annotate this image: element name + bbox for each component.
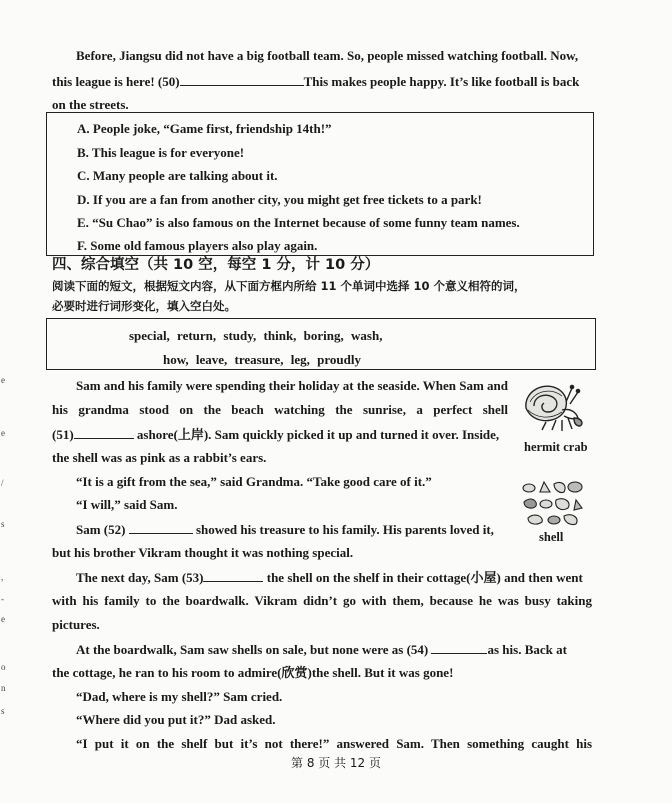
option-d: D. If you are a fan from another city, you might get free tickets to a park! <box>77 192 482 207</box>
option-e: E. “Su Chao” is also famous on the Internet because of some funny team names. <box>77 215 520 230</box>
word-bank-box <box>46 318 596 370</box>
edge-mark: e <box>1 428 5 438</box>
answer-blank-53[interactable] <box>203 569 263 582</box>
edge-mark: / <box>1 478 4 488</box>
answer-blank-50[interactable] <box>180 73 304 86</box>
edge-mark: - <box>1 594 4 604</box>
section-heading: 四、综合填空（共 10 空，每空 1 分，计 10 分） <box>52 257 380 273</box>
story-line: “I put it on the shelf but it’s not there!” answered Sam. Then something caught his <box>76 736 592 751</box>
edge-mark: n <box>1 683 6 693</box>
edge-mark: s <box>1 519 5 529</box>
story-line: pictures. <box>52 617 100 632</box>
passage-line-blank-50: this league is here! (50) This makes people happy. It’s like football is back <box>52 74 580 89</box>
hermit-crab-label: hermit crab <box>524 440 588 454</box>
answer-blank-54[interactable] <box>431 641 487 654</box>
story-line-blank-51: (51) ashore(上岸). Sam quickly picked it up and turned it over. Inside, <box>52 427 500 442</box>
story-line: the cottage, he ran to his room to admire(欣赏)the shell. But it was gone! <box>52 665 454 680</box>
option-a: A. People joke, “Game first, friendship 14th!” <box>77 121 332 136</box>
story-line: the shell was as pink as a rabbit’s ears. <box>52 450 267 465</box>
shells-icon <box>520 478 586 528</box>
story-line: “Where did you put it?” Dad asked. <box>76 712 276 727</box>
option-f: F. Some old famous players also play again. <box>77 238 318 253</box>
instruction-line: 必要时进行词形变化，填入空白处。 <box>52 299 236 313</box>
edge-mark: o <box>1 662 6 672</box>
hermit-crab-icon <box>516 378 588 436</box>
story-line: “I will,” said Sam. <box>76 497 178 512</box>
page-number: 第 8 页 共 12 页 <box>291 756 381 770</box>
option-c: C. Many people are talking about it. <box>77 168 278 183</box>
story-line: Sam and his family were spending their holiday at the seaside. When Sam and <box>76 378 508 393</box>
options-box <box>46 112 594 256</box>
answer-blank-51[interactable] <box>74 426 134 439</box>
edge-mark: , <box>1 572 4 582</box>
answer-blank-52[interactable] <box>129 521 193 534</box>
story-line: “It is a gift from the sea,” said Grandma. “Take good care of it.” <box>76 474 432 489</box>
story-line-blank-52: Sam (52) showed his treasure to his family. His parents loved it, <box>76 522 494 537</box>
word-bank-row: special, return, study, think, boring, wash, <box>129 328 383 343</box>
story-line: his grandma stood on the beach watching the sunrise, a perfect shell <box>52 402 508 417</box>
passage-line: Before, Jiangsu did not have a big football team. So, people missed watching football. Now, <box>76 48 579 63</box>
shell-label: shell <box>539 530 564 544</box>
word-bank-row: how, leave, treasure, leg, proudly <box>163 352 361 367</box>
edge-mark: e <box>1 375 5 385</box>
edge-mark: e <box>1 614 5 624</box>
story-line-blank-54: At the boardwalk, Sam saw shells on sale, but none were as (54) as his. Back at <box>76 642 567 657</box>
option-b: B. This league is for everyone! <box>77 145 245 160</box>
passage-line: on the streets. <box>52 97 129 112</box>
story-line: but his brother Vikram thought it was nothing special. <box>52 545 354 560</box>
instruction-line: 阅读下面的短文，根据短文内容，从下面方框内所给 11 个单词中选择 10 个意义相符的词， <box>52 279 526 293</box>
story-line-blank-53: The next day, Sam (53) the shell on the shelf in their cottage(小屋) and then went <box>76 570 583 585</box>
edge-mark: s <box>1 706 5 716</box>
story-line: with his family to the boardwalk. Vikram didn’t go with them, because he was busy taking <box>52 593 592 608</box>
story-line: “Dad, where is my shell?” Sam cried. <box>76 689 283 704</box>
